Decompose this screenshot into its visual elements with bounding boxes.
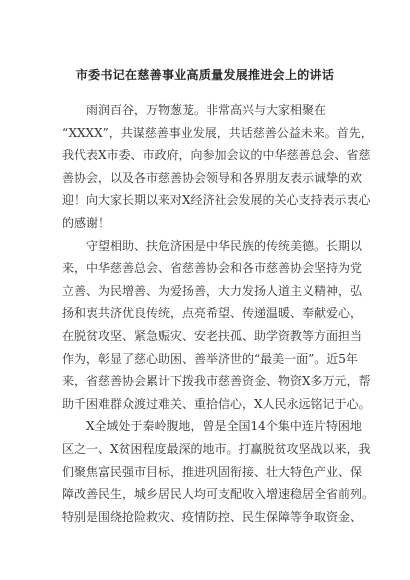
text-line: 在脱贫攻坚、紧急赈灾、安老扶孤、助学资教等方面担当 [62,328,363,343]
text-line: 的感谢！ [62,215,111,230]
text-line: 雨润百谷，万物葱茏。非常高兴与大家相聚在 [86,103,327,117]
text-line: “XXXX”，共谋慈善事业发展，共话慈善公益未来。首先， [62,125,373,140]
text-line: X全域处于秦岭腹地，曾是全国14个集中连片特困地 [86,419,362,434]
text-line: 特别是围绕抢险救灾、疫情防控、民生保障等争取资金、 [62,509,363,524]
text-line: 障改善民生，城乡居民人均可支配收入增速稳居全省前列。 [62,487,375,502]
text-line: 我代表X市委、市政府，向参加会议的中华慈善总会、省慈 [62,148,371,163]
document-body [62,99,375,528]
text-line: 区之一、X贫困程度最深的地市。打赢脱贫攻坚战以来，我 [62,441,371,456]
text-line: 助千困难群众渡过难关、重拾信心，X人民永远铭记于心。 [62,396,371,411]
text-line: 立善、为民增善、为爱扬善，大力发扬人道主义精神，弘 [62,283,363,298]
text-line: 来，省慈善协会累计下拨我市慈善资金、物资X多万元，帮 [62,374,371,389]
page-title: 市委书记在慈善事业高质量发展推进会上的讲话 [75,68,335,82]
text-line: 作为，彰显了慈心助困、善举济世的“最美一面”。近5年 [62,351,358,366]
text-line: 们聚焦富民强市目标，推进巩固衔接、壮大特色产业、保 [62,464,363,479]
text-line: 扬和衷共济优良传统，点亮希望、传递温暖、奉献爱心， [62,306,363,321]
text-line: 迎！向大家长期以来对X经济社会发展的关心支持表示衷心 [62,193,371,208]
text-line: 守望相助、扶危济困是中华民族的传统美德。长期以 [86,238,363,253]
text-line: 善协会，以及各市慈善协会领导和各界朋友表示诚挚的欢 [62,170,363,185]
text-line: 来，中华慈善总会、省慈善协会和各市慈善协会坚持为党 [62,261,363,276]
